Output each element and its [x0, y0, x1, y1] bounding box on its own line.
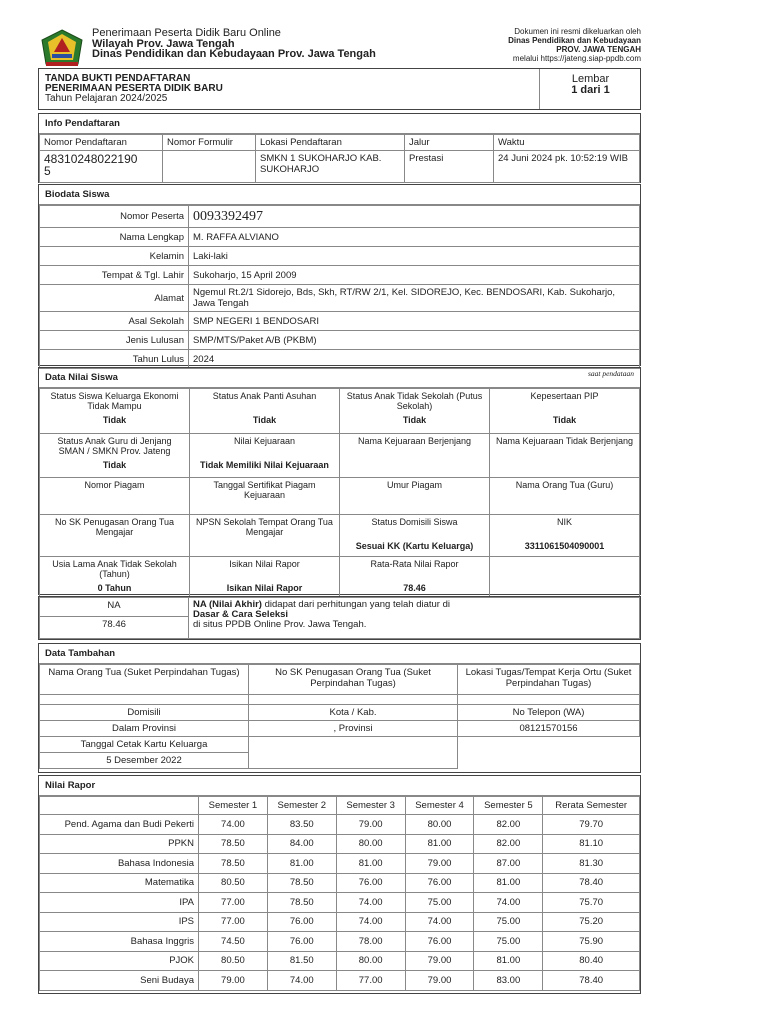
rapor-subject: IPA [40, 893, 199, 913]
rapor-score: 83.00 [474, 971, 543, 991]
biodata-row [40, 206, 640, 228]
nilai-field-value [340, 458, 490, 478]
issuer-url: melalui https://jateng.siap-ppdb.com [512, 54, 641, 63]
rapor-score: 74.00 [267, 971, 336, 991]
nilai-field-label: NIK [490, 514, 640, 539]
sk-penugasan-header: No SK Penugasan Orang Tua (Suket Perpindahan Tugas) [249, 665, 458, 695]
rapor-header: Semester 1 [199, 797, 268, 815]
rapor-score: 79.00 [199, 971, 268, 991]
nilai-field-label: Kepesertaan PIP [490, 389, 640, 414]
info-header-no-daftar: Nomor Pendaftaran [40, 135, 163, 151]
info-pendaftaran-section [38, 113, 641, 183]
biodata-row [40, 228, 640, 247]
rapor-header: Rerata Semester [543, 797, 640, 815]
biodata-section [38, 184, 641, 366]
biodata-value: SMP/MTS/Paket A/B (PKBM) [189, 331, 640, 350]
rapor-subject: Pend. Agama dan Budi Pekerti [40, 815, 199, 835]
lokasi-tugas-header: Lokasi Tugas/Tempat Kerja Ortu (Suket Perpindahan Tugas) [458, 665, 640, 695]
rapor-subject: Matematika [40, 873, 199, 893]
header-line-3: Dinas Pendidikan dan Kebudayaan Prov. Jawa Tengah [92, 48, 376, 60]
ortu-name-header: Nama Orang Tua (Suket Perpindahan Tugas) [40, 665, 249, 695]
rapor-score: 87.00 [474, 854, 543, 874]
biodata-row [40, 266, 640, 285]
na-box [38, 596, 641, 640]
rapor-section-title: Nilai Rapor [39, 776, 640, 796]
nilai-field-value: Isikan Nilai Rapor [190, 581, 340, 597]
rapor-header [40, 797, 199, 815]
rapor-score: 83.50 [267, 815, 336, 835]
kota-value: , Provinsi [249, 721, 458, 737]
biodata-value: Sukoharjo, 15 April 2009 [189, 266, 640, 285]
biodata-label: Tempat & Tgl. Lahir [40, 266, 189, 285]
biodata-label: Alamat [40, 285, 189, 312]
info-header-waktu: Waktu [494, 135, 640, 151]
rapor-score: 78.50 [267, 893, 336, 913]
rapor-header: Semester 5 [474, 797, 543, 815]
rapor-score: 78.50 [267, 873, 336, 893]
nilai-field-value: Tidak [190, 413, 340, 433]
rapor-subject: IPS [40, 912, 199, 932]
biodata-row [40, 350, 640, 369]
nilai-field-value: Sesuai KK (Kartu Keluarga) [340, 539, 490, 557]
rapor-score: 77.00 [199, 893, 268, 913]
waktu-value: 24 Juni 2024 pk. 10:52:19 WIB [494, 151, 640, 183]
rapor-score: 75.90 [543, 932, 640, 952]
rapor-score: 80.00 [336, 834, 405, 854]
biodata-value: Ngemul Rt.2/1 Sidorejo, Bds, Skh, RT/RW 2/1, Kel. SIDOREJO, Kec. BENDOSARI, Kab. Sukoharjo, Jawa Tengah [189, 285, 640, 312]
nilai-field-label: Nomor Piagam [40, 478, 190, 503]
rapor-header: Semester 4 [405, 797, 474, 815]
rapor-score: 80.40 [543, 951, 640, 971]
nilai-field-value [190, 539, 340, 557]
info-header-no-formulir: Nomor Formulir [163, 135, 256, 151]
rapor-score: 76.00 [405, 932, 474, 952]
issuer-line-3: PROV. JAWA TENGAH [556, 45, 641, 54]
rapor-header: Semester 2 [267, 797, 336, 815]
nilai-field-value [340, 502, 490, 514]
biodata-value: 2024 [189, 350, 640, 369]
nilai-field-label: Status Anak Panti Asuhan [190, 389, 340, 414]
rapor-score: 82.00 [474, 834, 543, 854]
rapor-score: 74.50 [199, 932, 268, 952]
jalur-value: Prestasi [405, 151, 494, 183]
rapor-score: 81.10 [543, 834, 640, 854]
nilai-section [38, 367, 641, 595]
nilai-field-value [490, 581, 640, 597]
nilai-field-value [490, 458, 640, 478]
rapor-score: 75.00 [474, 912, 543, 932]
na-desc-text: didapat dari perhitungan yang telah diatur di [261, 599, 450, 610]
biodata-row [40, 285, 640, 312]
rapor-row [40, 854, 640, 874]
rapor-score: 76.00 [405, 873, 474, 893]
info-header-jalur: Jalur [405, 135, 494, 151]
nilai-field-label: Nama Kejuaraan Berjenjang [340, 433, 490, 458]
nilai-field-label: Status Anak Guru di Jenjang SMAN / SMKN Prov. Jateng [40, 433, 190, 458]
rapor-score: 81.00 [474, 873, 543, 893]
nilai-field-label: No SK Penugasan Orang Tua Mengajar [40, 514, 190, 539]
nilai-field-label: Status Domisili Siswa [340, 514, 490, 539]
title-box [38, 68, 641, 110]
rapor-row [40, 834, 640, 854]
rapor-row [40, 873, 640, 893]
issuer-line-2: Dinas Pendidikan dan Kebudayaan [508, 36, 641, 45]
rapor-score: 81.00 [474, 951, 543, 971]
rapor-score: 80.00 [405, 815, 474, 835]
biodata-value: M. RAFFA ALVIANO [189, 228, 640, 247]
rapor-score: 79.00 [405, 951, 474, 971]
telepon-value: 08121570156 [458, 721, 640, 737]
nilai-field-value [190, 502, 340, 514]
rapor-row [40, 815, 640, 835]
rapor-score: 81.00 [267, 854, 336, 874]
biodata-row [40, 312, 640, 331]
biodata-value: SMP NEGERI 1 BENDOSARI [189, 312, 640, 331]
nilai-field-value [490, 502, 640, 514]
rapor-score: 78.40 [543, 873, 640, 893]
biodata-value: Laki-laki [189, 247, 640, 266]
rapor-row [40, 971, 640, 991]
rapor-score: 75.00 [474, 932, 543, 952]
tambahan-section-title: Data Tambahan [39, 644, 640, 664]
rapor-score: 78.00 [336, 932, 405, 952]
header-line-2: Wilayah Prov. Jawa Tengah [92, 38, 235, 50]
nilai-field-value [40, 539, 190, 557]
nilai-section-title: Data Nilai Siswa [45, 372, 118, 383]
rapor-score: 81.00 [405, 834, 474, 854]
jawa-tengah-emblem-icon [40, 28, 84, 68]
rapor-score: 77.00 [336, 971, 405, 991]
na-description [189, 598, 640, 639]
rapor-score: 78.50 [199, 854, 268, 874]
biodata-value: 0093392497 [189, 206, 640, 228]
biodata-label: Kelamin [40, 247, 189, 266]
na-value: 78.46 [40, 617, 189, 639]
rapor-subject: PJOK [40, 951, 199, 971]
na-desc-bold: NA (Nilai Akhir) [193, 599, 262, 610]
header-line-1: Penerimaan Peserta Didik Baru Online [92, 27, 281, 39]
biodata-label: Tahun Lulus [40, 350, 189, 369]
rapor-score: 76.00 [336, 873, 405, 893]
nilai-field-value: Tidak [490, 413, 640, 433]
tgl-kk-value: 5 Desember 2022 [40, 753, 249, 769]
nilai-field-label: Status Siswa Keluarga Ekonomi Tidak Mampu [40, 389, 190, 414]
nilai-field-label: NPSN Sekolah Tempat Orang Tua Mengajar [190, 514, 340, 539]
rapor-section [38, 775, 641, 994]
rapor-score: 81.00 [336, 854, 405, 874]
na-label: NA [40, 598, 189, 617]
rapor-score: 79.00 [336, 815, 405, 835]
rapor-score: 84.00 [267, 834, 336, 854]
rapor-score: 82.00 [474, 815, 543, 835]
header-issuer-note [508, 27, 641, 63]
biodata-section-title: Biodata Siswa [39, 185, 640, 205]
rapor-score: 74.00 [336, 893, 405, 913]
rapor-score: 79.00 [405, 971, 474, 991]
rapor-score: 75.00 [405, 893, 474, 913]
rapor-score: 75.70 [543, 893, 640, 913]
nilai-field-value: Tidak [340, 413, 490, 433]
rapor-row [40, 932, 640, 952]
nilai-field-value: 0 Tahun [40, 581, 190, 597]
rapor-subject: Bahasa Indonesia [40, 854, 199, 874]
lembar-value: 1 dari 1 [571, 84, 610, 96]
nilai-field-label: Isikan Nilai Rapor [190, 557, 340, 582]
rapor-score: 81.30 [543, 854, 640, 874]
domisili-value: Dalam Provinsi [40, 721, 249, 737]
nilai-field-value: 78.46 [340, 581, 490, 597]
rapor-score: 80.00 [336, 951, 405, 971]
telepon-label: No Telepon (WA) [458, 705, 640, 721]
rapor-score: 77.00 [199, 912, 268, 932]
nilai-field-label: Nama Orang Tua (Guru) [490, 478, 640, 503]
nilai-field-value [40, 502, 190, 514]
doc-subtitle: PENERIMAAN PESERTA DIDIK BARU [45, 83, 223, 94]
nilai-field-label: Umur Piagam [340, 478, 490, 503]
rapor-row [40, 912, 640, 932]
rapor-row [40, 951, 640, 971]
rapor-score: 76.00 [267, 932, 336, 952]
nilai-field-label: Usia Lama Anak Tidak Sekolah (Tahun) [40, 557, 190, 582]
rapor-subject: PPKN [40, 834, 199, 854]
info-header-lokasi: Lokasi Pendaftaran [256, 135, 405, 151]
doc-title: TANDA BUKTI PENDAFTARAN [45, 73, 191, 84]
rapor-score: 74.00 [405, 912, 474, 932]
academic-year: Tahun Pelajaran 2024/2025 [45, 93, 168, 104]
biodata-row [40, 331, 640, 350]
na-desc-tail: di situs PPDB Online Prov. Jawa Tengah. [193, 619, 367, 630]
nilai-field-label: Nilai Kejuaraan [190, 433, 340, 458]
nilai-field-value: Tidak [40, 458, 190, 478]
biodata-label: Nama Lengkap [40, 228, 189, 247]
rapor-score: 76.00 [267, 912, 336, 932]
rapor-subject: Bahasa Inggris [40, 932, 199, 952]
rapor-score: 81.50 [267, 951, 336, 971]
nomor-pendaftaran-value: 48310248022190 5 [40, 151, 163, 183]
nilai-field-label: Tanggal Sertifikat Piagam Kejuaraan [190, 478, 340, 503]
lembar-label: Lembar [571, 73, 610, 85]
rapor-score: 78.50 [199, 834, 268, 854]
rapor-row [40, 893, 640, 913]
kota-label: Kota / Kab. [249, 705, 458, 721]
biodata-label: Asal Sekolah [40, 312, 189, 331]
nomor-formulir-value [163, 151, 256, 183]
rapor-score: 75.20 [543, 912, 640, 932]
lokasi-value: SMKN 1 SUKOHARJO KAB. SUKOHARJO [256, 151, 405, 183]
nilai-field-label: Nama Kejuaraan Tidak Berjenjang [490, 433, 640, 458]
rapor-score: 74.00 [474, 893, 543, 913]
rapor-score: 74.00 [336, 912, 405, 932]
issuer-line-1: Dokumen ini resmi dikeluarkan oleh [514, 27, 641, 36]
nilai-field-label [490, 557, 640, 582]
tambahan-section [38, 643, 641, 773]
domisili-label: Domisili [40, 705, 249, 721]
rapor-score: 79.70 [543, 815, 640, 835]
biodata-label: Nomor Peserta [40, 206, 189, 228]
nilai-field-value: 3311061504090001 [490, 539, 640, 557]
na-dasar-seleksi-link[interactable]: Dasar & Cara Seleksi [193, 609, 289, 620]
nilai-field-value: Tidak [40, 413, 190, 433]
rapor-score: 78.40 [543, 971, 640, 991]
rapor-subject: Seni Budaya [40, 971, 199, 991]
info-section-title: Info Pendaftaran [39, 114, 640, 134]
nilai-note: saat pendataan [587, 369, 634, 378]
biodata-label: Jenis Lulusan [40, 331, 189, 350]
tgl-kk-label: Tanggal Cetak Kartu Keluarga [40, 737, 249, 753]
rapor-score: 80.50 [199, 873, 268, 893]
nilai-field-label: Status Anak Tidak Sekolah (Putus Sekolah) [340, 389, 490, 414]
rapor-score: 79.00 [405, 854, 474, 874]
rapor-header: Semester 3 [336, 797, 405, 815]
rapor-score: 80.50 [199, 951, 268, 971]
biodata-row [40, 247, 640, 266]
nilai-field-label: Rata-Rata Nilai Rapor [340, 557, 490, 582]
nilai-field-value: Tidak Memiliki Nilai Kejuaraan [190, 458, 340, 478]
rapor-score: 74.00 [199, 815, 268, 835]
